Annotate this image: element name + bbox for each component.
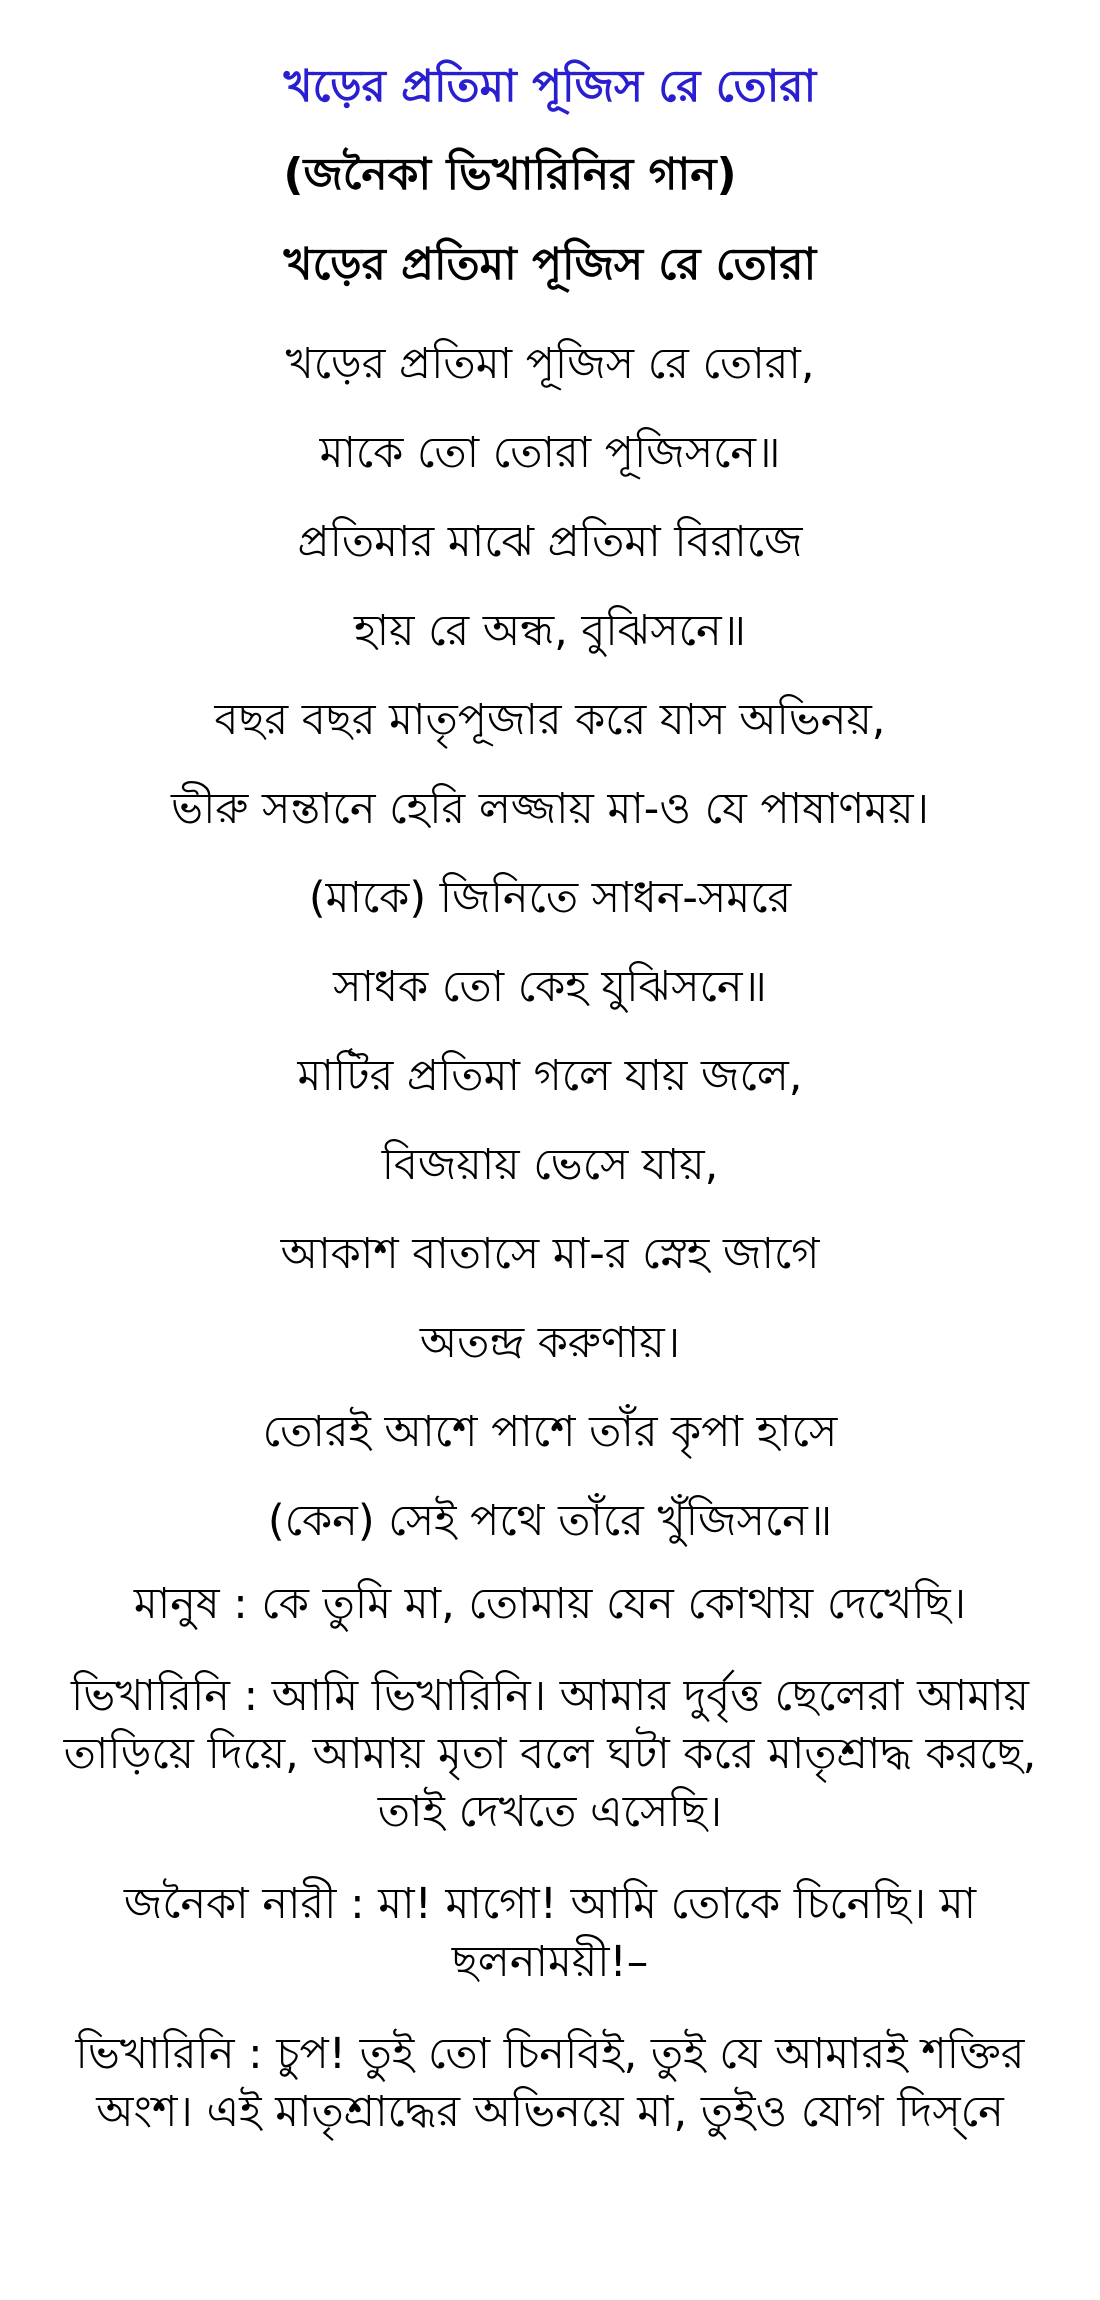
verse-line: বিজয়ায় ভেসে যায়,	[381, 1140, 719, 1190]
dialogue-section	[0, 1575, 1100, 2175]
verse-line: সাধক তো কেহ যুঝিসনে॥	[333, 962, 767, 1012]
verse-line: (কেন) সেই পথে তাঁরে খুঁজিসনে॥	[267, 1496, 833, 1546]
dialogue-line-nari: জনৈকা নারী : মা! মাগো! আমি তোকে চিনেছি। মা ছলনাময়ী!–	[123, 1879, 977, 1987]
song-subtitle: (জনৈকা ভিখারিনির গান)	[283, 149, 737, 200]
verse-line: মাটির প্রতিমা গলে যায় জলে,	[297, 1051, 803, 1101]
verse-line: মাকে তো তোরা পূজিসনে॥	[319, 428, 781, 478]
dialogue-line-bhikharini: ভিখারিনি : আমি ভিখারিনি। আমার দুর্বৃত্ত ছেলেরা আমায় তাড়িয়ে দিয়ে, আমায় মৃতা বলে ঘটা করে মাতৃশ্রাদ্ধ করছে, তাই দেখতে এসেছি।	[63, 1671, 1037, 1837]
song-verses	[0, 320, 1100, 1566]
song-heading: খড়ের প্রতিমা পূজিস রে তোরা	[283, 239, 817, 290]
verse-line: ভীরু সন্তানে হেরি লজ্জায় মা-ও যে পাষাণময়।	[171, 784, 929, 834]
verse-line: তোরই আশে পাশে তাঁর কৃপা হাসে	[262, 1407, 838, 1457]
dialogue-line-bhikharini-2: ভিখারিনি : চুপ! তুই তো চিনবিই, তুই যে আমারই শক্তির অংশ। এই মাতৃশ্রাদ্ধের অভিনয়ে মা, তুইও যোগ দিস্‌নে	[75, 2029, 1025, 2137]
dialogue-line-manush: মানুষ : কে তুমি মা, তোমায় যেন কোথায় দেখেছি।	[133, 1579, 967, 1629]
verse-line: অতন্দ্র করুণায়।	[419, 1318, 681, 1368]
verse-line: আকাশ বাতাসে মা-র স্নেহ জাগে	[280, 1229, 820, 1279]
verse-line: প্রতিমার মাঝে প্রতিমা বিরাজে	[297, 517, 803, 567]
verse-line: (মাকে) জিনিতে সাধন-সমরে	[308, 873, 792, 923]
song-title: খড়ের প্রতিমা পূজিস রে তোরা	[283, 61, 817, 112]
verse-line: বছর বছর মাতৃপূজার করে যাস অভিনয়,	[214, 695, 886, 745]
verse-line: হায় রে অন্ধ, বুঝিসনে॥	[354, 606, 746, 656]
verse-line: খড়ের প্রতিমা পূজিস রে তোরা,	[285, 339, 815, 389]
